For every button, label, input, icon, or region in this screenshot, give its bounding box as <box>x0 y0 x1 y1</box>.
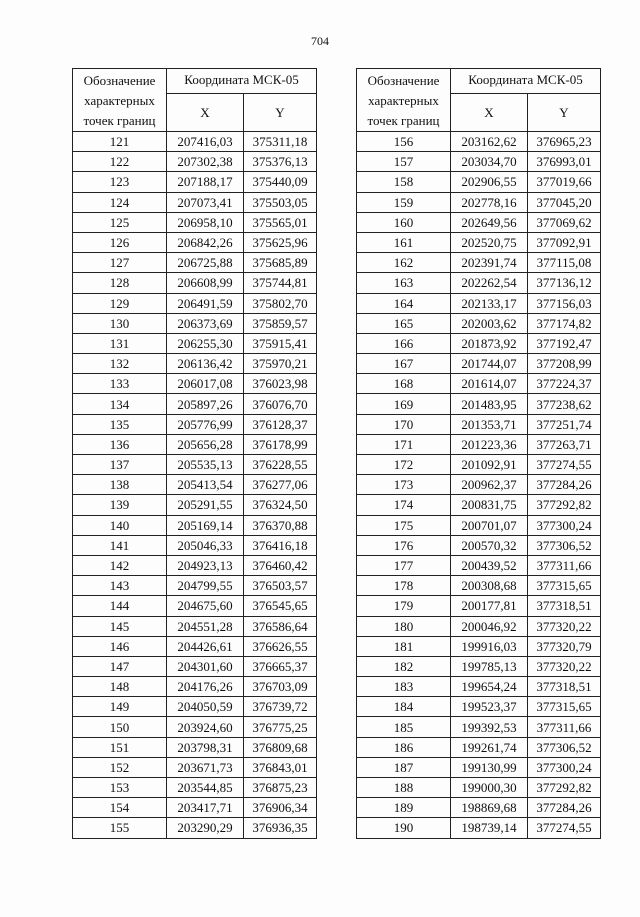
x-header: X <box>167 94 244 132</box>
x-coordinate-cell: 204301,60 <box>167 656 244 676</box>
y-coordinate-cell: 376277,06 <box>244 475 317 495</box>
table-row <box>73 192 317 212</box>
table-row <box>357 596 601 616</box>
table-row <box>73 475 317 495</box>
x-coordinate-cell: 206017,08 <box>167 374 244 394</box>
table-row <box>357 293 601 313</box>
point-number-cell: 163 <box>357 273 451 293</box>
y-coordinate-cell: 376875,23 <box>244 778 317 798</box>
x-coordinate-cell: 207416,03 <box>167 132 244 152</box>
y-coordinate-cell: 377156,03 <box>528 293 601 313</box>
y-coordinate-cell: 375859,57 <box>244 313 317 333</box>
y-coordinate-cell: 377315,65 <box>528 576 601 596</box>
x-coordinate-cell: 199785,13 <box>451 656 528 676</box>
y-coordinate-cell: 377306,52 <box>528 535 601 555</box>
designation-header-line: Обозначение <box>367 73 440 88</box>
point-number-cell: 127 <box>73 253 167 273</box>
point-number-cell: 150 <box>73 717 167 737</box>
point-number-cell: 158 <box>357 172 451 192</box>
y-coordinate-cell: 377311,66 <box>528 717 601 737</box>
point-number-cell: 130 <box>73 313 167 333</box>
coordinate-header: Координата МСК-05 <box>167 69 317 94</box>
y-coordinate-cell: 377192,47 <box>528 333 601 353</box>
point-number-cell: 122 <box>73 152 167 172</box>
y-coordinate-cell: 376906,34 <box>244 798 317 818</box>
table-body <box>73 132 317 839</box>
y-coordinate-cell: 377311,66 <box>528 555 601 575</box>
table-row <box>357 515 601 535</box>
x-coordinate-cell: 200177,81 <box>451 596 528 616</box>
x-coordinate-cell: 206136,42 <box>167 354 244 374</box>
y-coordinate-cell: 377320,79 <box>528 636 601 656</box>
point-number-cell: 161 <box>357 232 451 252</box>
point-number-cell: 131 <box>73 333 167 353</box>
table-row <box>73 717 317 737</box>
x-coordinate-cell: 204675,60 <box>167 596 244 616</box>
point-number-cell: 148 <box>73 677 167 697</box>
y-coordinate-cell: 375311,18 <box>244 132 317 152</box>
table-row <box>73 697 317 717</box>
x-coordinate-cell: 201483,95 <box>451 394 528 414</box>
table-row <box>357 212 601 232</box>
point-number-cell: 155 <box>73 818 167 838</box>
x-coordinate-cell: 199392,53 <box>451 717 528 737</box>
y-coordinate-cell: 375440,09 <box>244 172 317 192</box>
coordinates-table-right <box>356 68 601 839</box>
y-coordinate-cell: 376843,01 <box>244 757 317 777</box>
designation-header-line: Обозначение <box>83 73 156 88</box>
point-number-cell: 164 <box>357 293 451 313</box>
point-number-cell: 179 <box>357 596 451 616</box>
point-number-cell: 183 <box>357 677 451 697</box>
y-coordinate-cell: 377263,71 <box>528 434 601 454</box>
x-coordinate-cell: 201873,92 <box>451 333 528 353</box>
y-coordinate-cell: 376775,25 <box>244 717 317 737</box>
x-coordinate-cell: 206958,10 <box>167 212 244 232</box>
point-number-cell: 175 <box>357 515 451 535</box>
point-number-cell: 128 <box>73 273 167 293</box>
x-coordinate-cell: 204551,28 <box>167 616 244 636</box>
point-number-cell: 132 <box>73 354 167 374</box>
point-number-cell: 188 <box>357 778 451 798</box>
y-coordinate-cell: 377174,82 <box>528 313 601 333</box>
x-coordinate-cell: 200701,07 <box>451 515 528 535</box>
y-coordinate-cell: 376626,55 <box>244 636 317 656</box>
x-coordinate-cell: 204176,26 <box>167 677 244 697</box>
x-coordinate-cell: 202906,55 <box>451 172 528 192</box>
x-coordinate-cell: 202133,17 <box>451 293 528 313</box>
table-row <box>73 596 317 616</box>
point-number-cell: 136 <box>73 434 167 454</box>
x-coordinate-cell: 202003,62 <box>451 313 528 333</box>
point-number-cell: 134 <box>73 394 167 414</box>
y-coordinate-cell: 377320,22 <box>528 656 601 676</box>
table-row <box>357 778 601 798</box>
table-row <box>73 152 317 172</box>
x-coordinate-cell: 201223,36 <box>451 434 528 454</box>
y-coordinate-cell: 377320,22 <box>528 616 601 636</box>
x-coordinate-cell: 205413,54 <box>167 475 244 495</box>
table-row <box>73 576 317 596</box>
y-coordinate-cell: 376023,98 <box>244 374 317 394</box>
table-row <box>73 212 317 232</box>
point-number-cell: 151 <box>73 737 167 757</box>
point-number-cell: 185 <box>357 717 451 737</box>
x-coordinate-cell: 202778,16 <box>451 192 528 212</box>
point-number-cell: 186 <box>357 737 451 757</box>
y-coordinate-cell: 377274,55 <box>528 455 601 475</box>
point-number-cell: 162 <box>357 253 451 273</box>
point-number-cell: 135 <box>73 414 167 434</box>
y-coordinate-cell: 375565,01 <box>244 212 317 232</box>
x-coordinate-cell: 200831,75 <box>451 495 528 515</box>
x-coordinate-cell: 199000,30 <box>451 778 528 798</box>
x-coordinate-cell: 201353,71 <box>451 414 528 434</box>
table-row <box>357 555 601 575</box>
y-coordinate-cell: 375503,05 <box>244 192 317 212</box>
page-number: 704 <box>311 34 329 48</box>
x-coordinate-cell: 202262,54 <box>451 273 528 293</box>
table-row <box>73 737 317 757</box>
point-number-cell: 126 <box>73 232 167 252</box>
y-coordinate-cell: 376665,37 <box>244 656 317 676</box>
y-coordinate-cell: 376586,64 <box>244 616 317 636</box>
table-row <box>357 232 601 252</box>
designation-header <box>357 69 451 132</box>
table-row <box>73 414 317 434</box>
y-coordinate-cell: 376460,42 <box>244 555 317 575</box>
y-coordinate-cell: 377300,24 <box>528 757 601 777</box>
point-number-cell: 173 <box>357 475 451 495</box>
x-coordinate-cell: 200570,32 <box>451 535 528 555</box>
table-row <box>73 515 317 535</box>
point-number-cell: 121 <box>73 132 167 152</box>
x-coordinate-cell: 205656,28 <box>167 434 244 454</box>
x-coordinate-cell: 204426,61 <box>167 636 244 656</box>
point-number-cell: 144 <box>73 596 167 616</box>
point-number-cell: 153 <box>73 778 167 798</box>
point-number-cell: 154 <box>73 798 167 818</box>
y-coordinate-cell: 376503,57 <box>244 576 317 596</box>
x-coordinate-cell: 200962,37 <box>451 475 528 495</box>
y-coordinate-cell: 376965,23 <box>528 132 601 152</box>
x-coordinate-cell: 207302,38 <box>167 152 244 172</box>
x-coordinate-cell: 198869,68 <box>451 798 528 818</box>
table-row <box>73 818 317 838</box>
table-row <box>357 333 601 353</box>
y-coordinate-cell: 376703,09 <box>244 677 317 697</box>
x-coordinate-cell: 203034,70 <box>451 152 528 172</box>
point-number-cell: 125 <box>73 212 167 232</box>
table-row <box>73 394 317 414</box>
point-number-cell: 168 <box>357 374 451 394</box>
y-coordinate-cell: 375802,70 <box>244 293 317 313</box>
x-coordinate-cell: 203924,60 <box>167 717 244 737</box>
table-row <box>357 656 601 676</box>
x-coordinate-cell: 203544,85 <box>167 778 244 798</box>
y-coordinate-cell: 377251,74 <box>528 414 601 434</box>
table-row <box>357 394 601 414</box>
y-coordinate-cell: 377274,55 <box>528 818 601 838</box>
table-row <box>73 232 317 252</box>
y-coordinate-cell: 377136,12 <box>528 273 601 293</box>
point-number-cell: 147 <box>73 656 167 676</box>
point-number-cell: 146 <box>73 636 167 656</box>
table-row <box>73 778 317 798</box>
point-number-cell: 169 <box>357 394 451 414</box>
table-row <box>73 677 317 697</box>
point-number-cell: 159 <box>357 192 451 212</box>
point-number-cell: 123 <box>73 172 167 192</box>
point-number-cell: 152 <box>73 757 167 777</box>
table-row <box>357 374 601 394</box>
x-coordinate-cell: 203417,71 <box>167 798 244 818</box>
y-coordinate-cell: 376545,65 <box>244 596 317 616</box>
point-number-cell: 124 <box>73 192 167 212</box>
point-number-cell: 133 <box>73 374 167 394</box>
point-number-cell: 172 <box>357 455 451 475</box>
table-row <box>357 495 601 515</box>
table-row <box>357 313 601 333</box>
x-coordinate-cell: 203671,73 <box>167 757 244 777</box>
x-coordinate-cell: 205535,13 <box>167 455 244 475</box>
point-number-cell: 138 <box>73 475 167 495</box>
x-coordinate-cell: 207188,17 <box>167 172 244 192</box>
point-number-cell: 137 <box>73 455 167 475</box>
y-coordinate-cell: 377019,66 <box>528 172 601 192</box>
point-number-cell: 145 <box>73 616 167 636</box>
table-row <box>357 273 601 293</box>
x-coordinate-cell: 201744,07 <box>451 354 528 374</box>
y-coordinate-cell: 377292,82 <box>528 495 601 515</box>
y-coordinate-cell: 377208,99 <box>528 354 601 374</box>
point-number-cell: 184 <box>357 697 451 717</box>
x-coordinate-cell: 205169,14 <box>167 515 244 535</box>
x-coordinate-cell: 202520,75 <box>451 232 528 252</box>
point-number-cell: 167 <box>357 354 451 374</box>
table-row <box>357 434 601 454</box>
table-row <box>73 132 317 152</box>
table-row <box>73 616 317 636</box>
point-number-cell: 181 <box>357 636 451 656</box>
table-row <box>73 495 317 515</box>
x-coordinate-cell: 202391,74 <box>451 253 528 273</box>
y-coordinate-cell: 377318,51 <box>528 677 601 697</box>
table-row <box>357 677 601 697</box>
y-coordinate-cell: 376739,72 <box>244 697 317 717</box>
point-number-cell: 180 <box>357 616 451 636</box>
x-coordinate-cell: 199130,99 <box>451 757 528 777</box>
point-number-cell: 190 <box>357 818 451 838</box>
x-coordinate-cell: 203162,62 <box>451 132 528 152</box>
x-coordinate-cell: 205776,99 <box>167 414 244 434</box>
x-coordinate-cell: 206608,99 <box>167 273 244 293</box>
designation-header-line: точек границ <box>83 113 156 128</box>
designation-header-line: характерных <box>368 93 439 108</box>
table-row <box>357 535 601 555</box>
table-row <box>73 374 317 394</box>
table-row <box>73 313 317 333</box>
designation-header <box>73 69 167 132</box>
point-number-cell: 177 <box>357 555 451 575</box>
x-coordinate-cell: 199261,74 <box>451 737 528 757</box>
y-coordinate-cell: 377224,37 <box>528 374 601 394</box>
point-number-cell: 139 <box>73 495 167 515</box>
table-row <box>357 636 601 656</box>
table-row <box>357 152 601 172</box>
x-coordinate-cell: 205046,33 <box>167 535 244 555</box>
y-coordinate-cell: 376324,50 <box>244 495 317 515</box>
point-number-cell: 143 <box>73 576 167 596</box>
point-number-cell: 165 <box>357 313 451 333</box>
table-row <box>73 434 317 454</box>
x-coordinate-cell: 203290,29 <box>167 818 244 838</box>
y-coordinate-cell: 376228,55 <box>244 455 317 475</box>
y-coordinate-cell: 376178,99 <box>244 434 317 454</box>
x-coordinate-cell: 205291,55 <box>167 495 244 515</box>
y-coordinate-cell: 375685,89 <box>244 253 317 273</box>
point-number-cell: 189 <box>357 798 451 818</box>
x-coordinate-cell: 207073,41 <box>167 192 244 212</box>
point-number-cell: 171 <box>357 434 451 454</box>
y-coordinate-cell: 376809,68 <box>244 737 317 757</box>
point-number-cell: 187 <box>357 757 451 777</box>
table-row <box>357 192 601 212</box>
point-number-cell: 176 <box>357 535 451 555</box>
coordinate-header: Координата МСК-05 <box>451 69 601 94</box>
table-row <box>357 253 601 273</box>
y-coordinate-cell: 377045,20 <box>528 192 601 212</box>
point-number-cell: 141 <box>73 535 167 555</box>
x-coordinate-cell: 204050,59 <box>167 697 244 717</box>
x-coordinate-cell: 200046,92 <box>451 616 528 636</box>
y-coordinate-cell: 375970,21 <box>244 354 317 374</box>
table-row <box>357 576 601 596</box>
x-coordinate-cell: 200308,68 <box>451 576 528 596</box>
table-row <box>357 132 601 152</box>
x-coordinate-cell: 203798,31 <box>167 737 244 757</box>
x-coordinate-cell: 199654,24 <box>451 677 528 697</box>
table-row <box>357 616 601 636</box>
point-number-cell: 142 <box>73 555 167 575</box>
table-row <box>73 172 317 192</box>
table-row <box>73 757 317 777</box>
table-row <box>73 354 317 374</box>
table-row <box>357 354 601 374</box>
x-coordinate-cell: 200439,52 <box>451 555 528 575</box>
point-number-cell: 160 <box>357 212 451 232</box>
y-coordinate-cell: 377315,65 <box>528 697 601 717</box>
y-coordinate-cell: 377069,62 <box>528 212 601 232</box>
x-coordinate-cell: 198739,14 <box>451 818 528 838</box>
table-row <box>73 535 317 555</box>
x-coordinate-cell: 201092,91 <box>451 455 528 475</box>
x-coordinate-cell: 204799,55 <box>167 576 244 596</box>
table-row <box>73 798 317 818</box>
table-row <box>357 798 601 818</box>
point-number-cell: 149 <box>73 697 167 717</box>
table-row <box>357 455 601 475</box>
x-coordinate-cell: 204923,13 <box>167 555 244 575</box>
y-coordinate-cell: 376416,18 <box>244 535 317 555</box>
x-coordinate-cell: 206842,26 <box>167 232 244 252</box>
y-coordinate-cell: 375625,96 <box>244 232 317 252</box>
y-coordinate-cell: 377284,26 <box>528 475 601 495</box>
point-number-cell: 166 <box>357 333 451 353</box>
y-coordinate-cell: 376936,35 <box>244 818 317 838</box>
point-number-cell: 170 <box>357 414 451 434</box>
table-row <box>73 636 317 656</box>
y-coordinate-cell: 376076,70 <box>244 394 317 414</box>
y-header: Y <box>528 94 601 132</box>
point-number-cell: 182 <box>357 656 451 676</box>
x-coordinate-cell: 206491,59 <box>167 293 244 313</box>
y-coordinate-cell: 377318,51 <box>528 596 601 616</box>
x-coordinate-cell: 206725,88 <box>167 253 244 273</box>
x-coordinate-cell: 199523,37 <box>451 697 528 717</box>
y-coordinate-cell: 376993,01 <box>528 152 601 172</box>
designation-header-line: точек границ <box>367 113 440 128</box>
y-coordinate-cell: 377300,24 <box>528 515 601 535</box>
table-row <box>73 273 317 293</box>
y-header: Y <box>244 94 317 132</box>
x-coordinate-cell: 201614,07 <box>451 374 528 394</box>
table-row <box>357 717 601 737</box>
table-row <box>73 455 317 475</box>
table-row <box>73 656 317 676</box>
point-number-cell: 157 <box>357 152 451 172</box>
point-number-cell: 156 <box>357 132 451 152</box>
table-row <box>357 172 601 192</box>
y-coordinate-cell: 375915,41 <box>244 333 317 353</box>
y-coordinate-cell: 375744,81 <box>244 273 317 293</box>
x-coordinate-cell: 205897,26 <box>167 394 244 414</box>
y-coordinate-cell: 377238,62 <box>528 394 601 414</box>
table-row <box>357 697 601 717</box>
point-number-cell: 140 <box>73 515 167 535</box>
point-number-cell: 129 <box>73 293 167 313</box>
y-coordinate-cell: 376128,37 <box>244 414 317 434</box>
y-coordinate-cell: 377115,08 <box>528 253 601 273</box>
table-row <box>73 293 317 313</box>
y-coordinate-cell: 376370,88 <box>244 515 317 535</box>
table-row <box>357 757 601 777</box>
table-row <box>73 555 317 575</box>
x-coordinate-cell: 206255,30 <box>167 333 244 353</box>
x-coordinate-cell: 206373,69 <box>167 313 244 333</box>
coordinates-table-left <box>72 68 317 839</box>
table-row <box>357 737 601 757</box>
point-number-cell: 178 <box>357 576 451 596</box>
y-coordinate-cell: 377292,82 <box>528 778 601 798</box>
table-row <box>357 818 601 838</box>
table-row <box>357 475 601 495</box>
table-body <box>357 132 601 839</box>
point-number-cell: 174 <box>357 495 451 515</box>
table-row <box>357 414 601 434</box>
table-row <box>73 333 317 353</box>
y-coordinate-cell: 377092,91 <box>528 232 601 252</box>
table-row <box>73 253 317 273</box>
y-coordinate-cell: 377306,52 <box>528 737 601 757</box>
x-coordinate-cell: 199916,03 <box>451 636 528 656</box>
designation-header-line: характерных <box>84 93 155 108</box>
y-coordinate-cell: 377284,26 <box>528 798 601 818</box>
x-header: X <box>451 94 528 132</box>
x-coordinate-cell: 202649,56 <box>451 212 528 232</box>
y-coordinate-cell: 375376,13 <box>244 152 317 172</box>
